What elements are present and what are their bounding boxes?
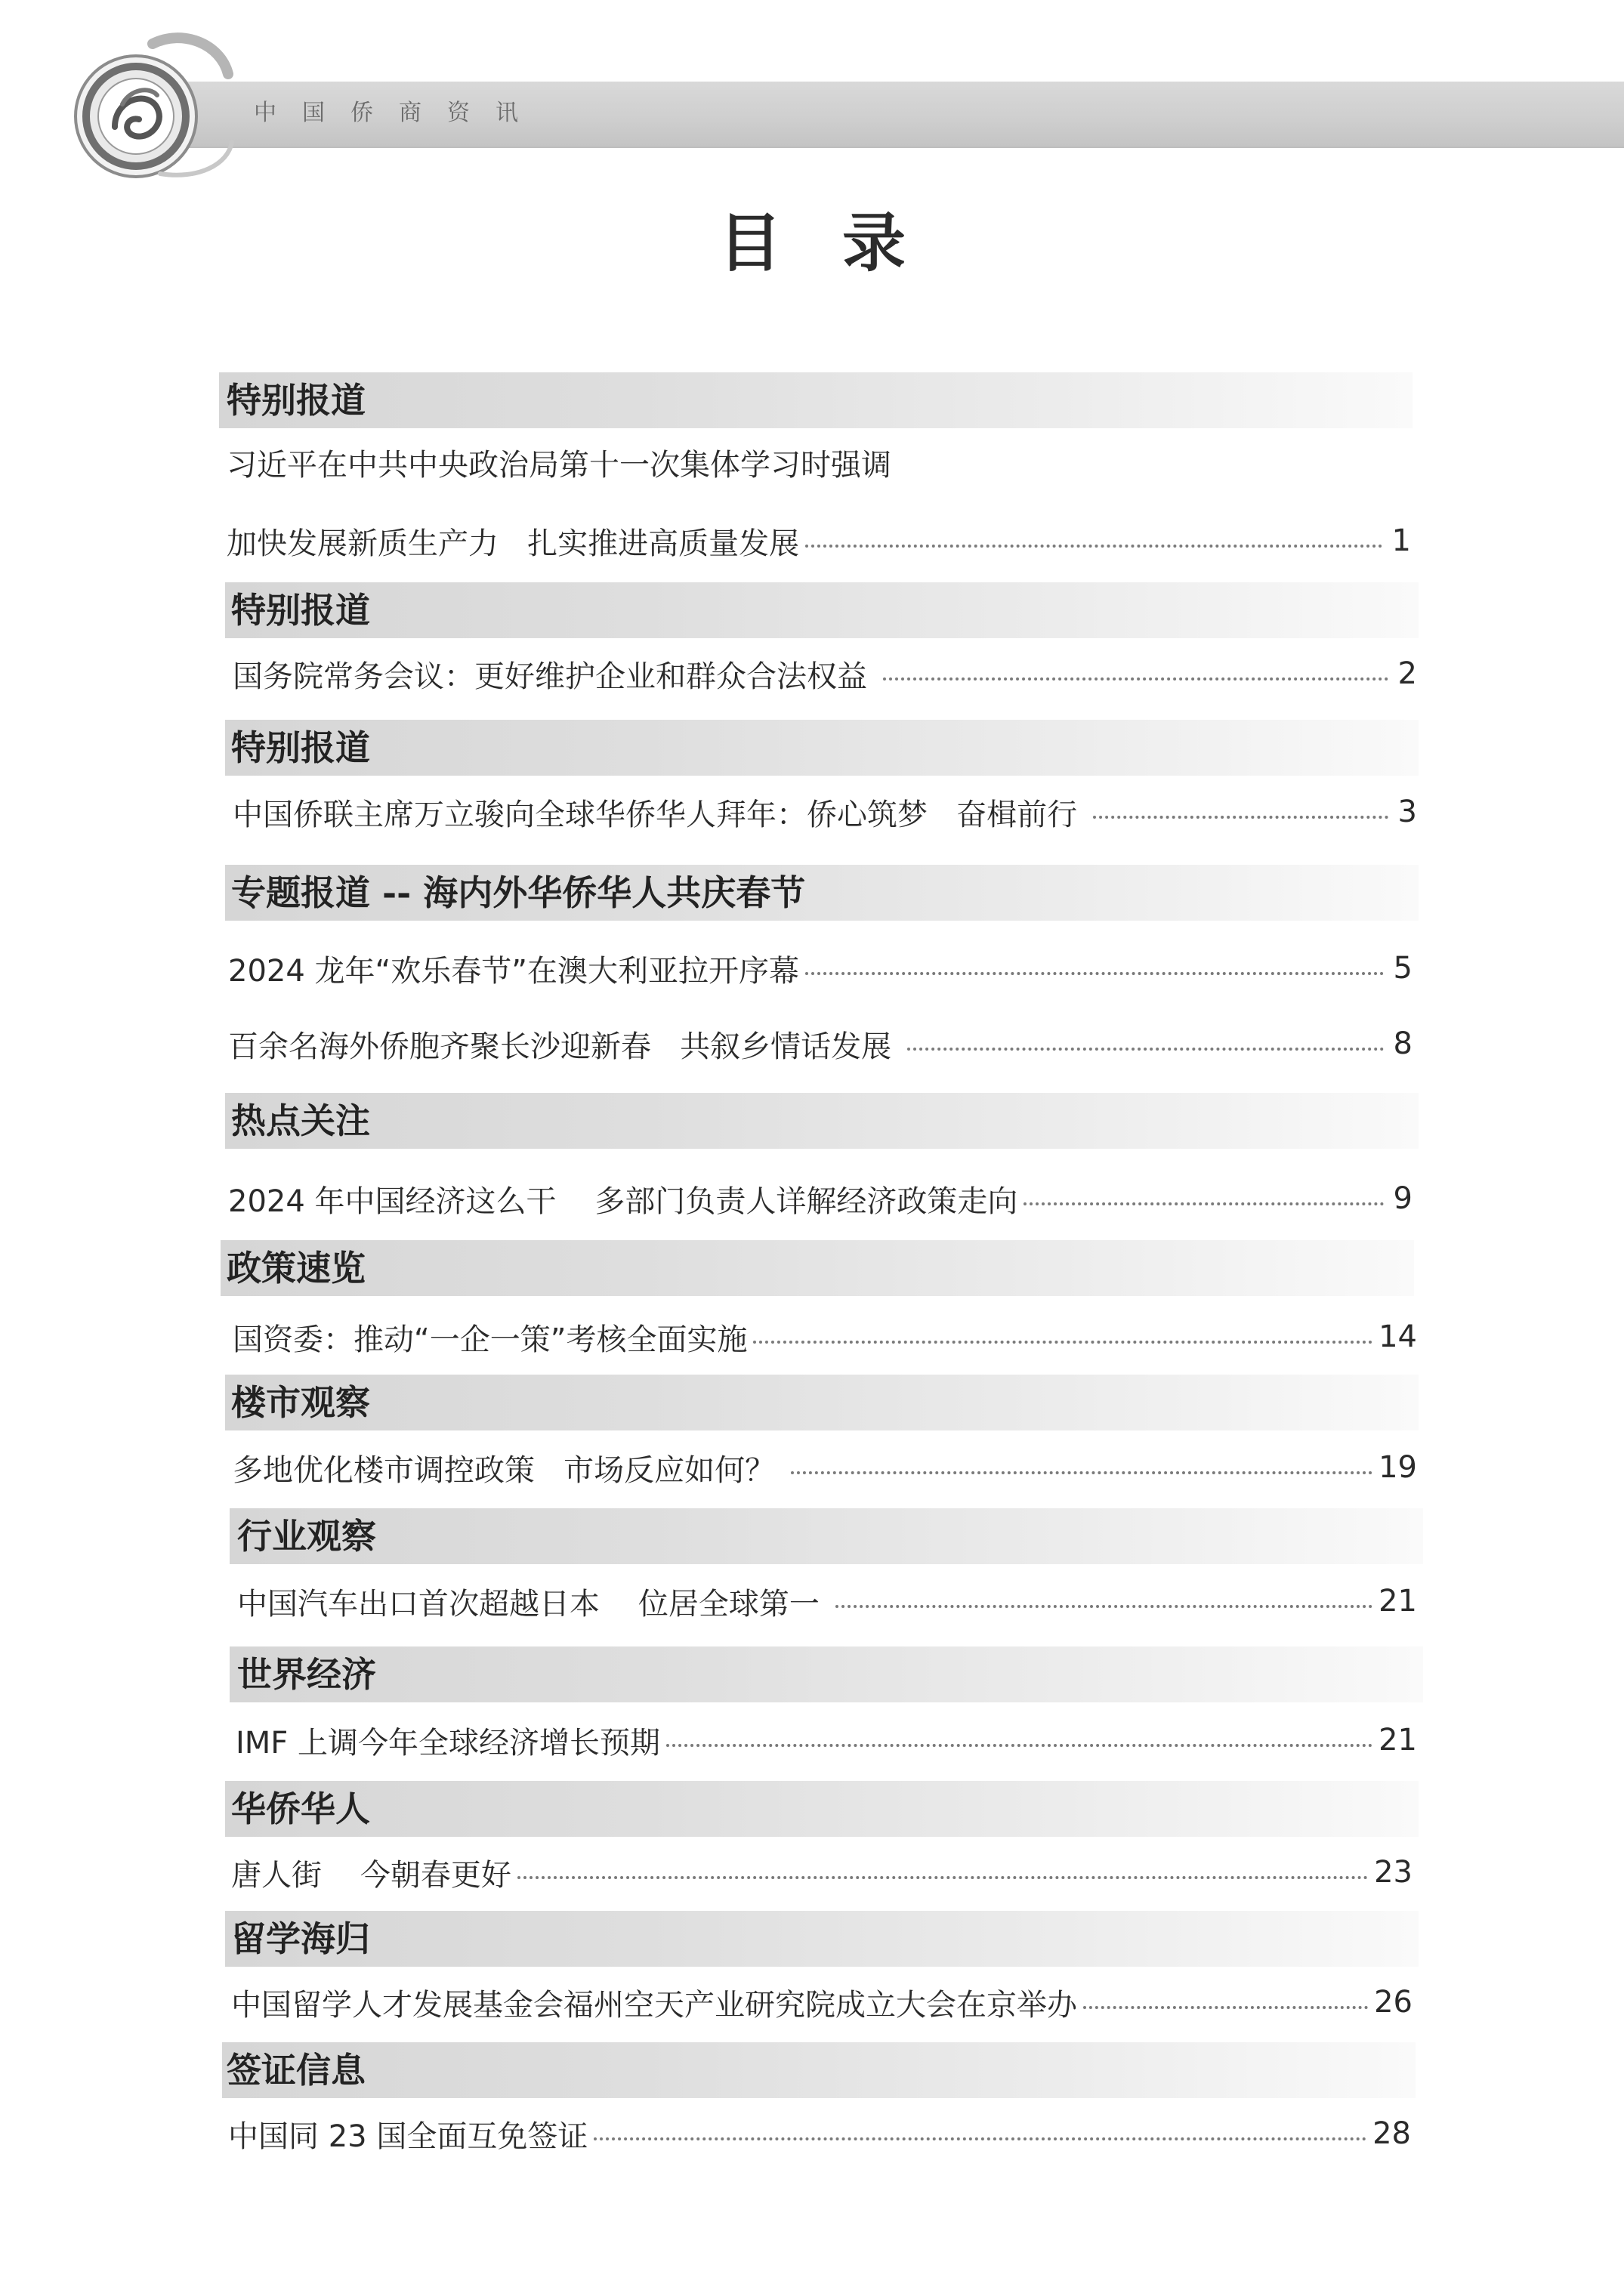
dot-leader <box>517 1876 1368 1879</box>
toc-entry-title: 中国同 23 国全面互免签证 <box>228 2119 588 2154</box>
toc-entry-title: 加快发展新质生产力 扎实推进高质量发展 <box>227 526 800 561</box>
dot-leader <box>666 1744 1372 1747</box>
publication-name: 中国侨商资讯 <box>254 100 544 126</box>
section-label: 特别报道 <box>231 727 370 768</box>
section-header <box>225 1781 1419 1837</box>
dot-leader <box>835 1605 1373 1608</box>
toc-entry-page: 23 <box>1374 1855 1413 1890</box>
section-header <box>222 2042 1416 2098</box>
section-header <box>221 1240 1414 1296</box>
section-header <box>230 1508 1423 1564</box>
toc-entry-title: 中国留学人才发展基金会福州空天产业研究院成立大会在京举办 <box>231 1987 1077 2023</box>
toc-entry-page: 14 <box>1379 1319 1417 1354</box>
toc-entry[interactable] <box>237 1579 1417 1624</box>
toc-entry-page: 2 <box>1397 656 1417 691</box>
toc-entry[interactable] <box>233 651 1417 696</box>
dot-leader <box>594 2137 1366 2140</box>
section-header <box>225 1093 1419 1149</box>
toc-entry[interactable] <box>228 1176 1413 1221</box>
toc-entry[interactable] <box>227 518 1411 563</box>
toc-entry[interactable] <box>233 789 1417 835</box>
toc-entry-page: 21 <box>1379 1584 1417 1619</box>
toc-entry-page: 5 <box>1393 951 1413 986</box>
section-label: 政策速览 <box>227 1248 366 1288</box>
dot-leader <box>883 677 1388 680</box>
toc-entry[interactable] <box>228 1021 1413 1066</box>
toc-entry-page: 19 <box>1379 1450 1417 1485</box>
section-header <box>225 720 1419 776</box>
section-label: 特别报道 <box>231 590 370 631</box>
toc-entry[interactable] <box>233 1314 1417 1359</box>
toc-entry-title: IMF 上调今年全球经济增长预期 <box>236 1725 661 1761</box>
toc-entry[interactable] <box>231 1980 1413 2025</box>
toc-entry-title: 2024 龙年“欢乐春节”在澳大利亚拉开序幕 <box>228 953 799 989</box>
toc-entry[interactable] <box>233 1445 1417 1490</box>
toc-entry-page: 1 <box>1391 523 1411 558</box>
toc-entry-page: 26 <box>1374 1985 1413 2020</box>
toc-entry[interactable] <box>228 2111 1411 2156</box>
toc-entry-title: 多地优化楼市调控政策 市场反应如何？ <box>233 1452 785 1488</box>
section-header <box>225 582 1419 638</box>
section-header <box>219 372 1413 428</box>
section-header <box>230 1646 1423 1702</box>
toc-entry-title: 中国汽车出口首次超越日本 位居全球第一 <box>237 1586 829 1622</box>
section-label: 楼市观察 <box>231 1382 370 1423</box>
section-header <box>225 1911 1419 1967</box>
toc-entry[interactable] <box>231 1850 1413 1895</box>
section-header <box>225 1375 1419 1430</box>
dot-leader <box>753 1341 1372 1344</box>
dot-leader <box>791 1471 1372 1474</box>
toc-entry-page: 28 <box>1372 2116 1411 2151</box>
dot-leader <box>805 972 1384 975</box>
toc-entry-title: 百余名海外侨胞齐聚长沙迎新春 共叙乡情话发展 <box>228 1029 901 1064</box>
page-title: 目录 <box>718 206 966 280</box>
section-label: 世界经济 <box>237 1654 376 1695</box>
toc-entry-title: 中国侨联主席万立骏向全球华侨华人拜年：侨心筑梦 奋楫前行 <box>233 797 1087 832</box>
toc-entry[interactable] <box>228 946 1413 991</box>
toc-entry-page: 21 <box>1379 1723 1417 1758</box>
toc-entry-page: 9 <box>1393 1181 1413 1216</box>
section-label: 专题报道 -- 海内外华侨华人共庆春节 <box>231 872 806 913</box>
toc-entry[interactable] <box>236 1717 1417 1763</box>
toc-entry-page: 8 <box>1393 1026 1413 1061</box>
section-label: 签证信息 <box>227 2050 366 2091</box>
dot-leader <box>1023 1202 1384 1205</box>
dot-leader <box>1083 2006 1368 2009</box>
toc-entry-title: 国务院常务会议：更好维护企业和群众合法权益 <box>233 659 877 694</box>
section-label: 留学海归 <box>231 1918 370 1959</box>
dot-leader <box>1093 816 1388 819</box>
section-label: 行业观察 <box>237 1516 376 1557</box>
section-label: 特别报道 <box>227 380 366 421</box>
dot-leader <box>805 545 1382 548</box>
toc-entry-title: 2024 年中国经济这么干 多部门负责人详解经济政策走向 <box>228 1184 1018 1219</box>
section-label: 华侨华人 <box>231 1788 370 1829</box>
toc-entry-page: 3 <box>1397 795 1417 829</box>
dot-leader <box>907 1048 1384 1051</box>
section-label: 热点关注 <box>231 1100 370 1141</box>
toc-entry-line1: 习近平在中共中央政治局第十一次集体学习时强调 <box>227 448 891 483</box>
toc-entry-title: 国资委：推动“一企一策”考核全面实施 <box>233 1322 748 1357</box>
toc-entry-title: 唐人街 今朝春更好 <box>231 1857 511 1893</box>
